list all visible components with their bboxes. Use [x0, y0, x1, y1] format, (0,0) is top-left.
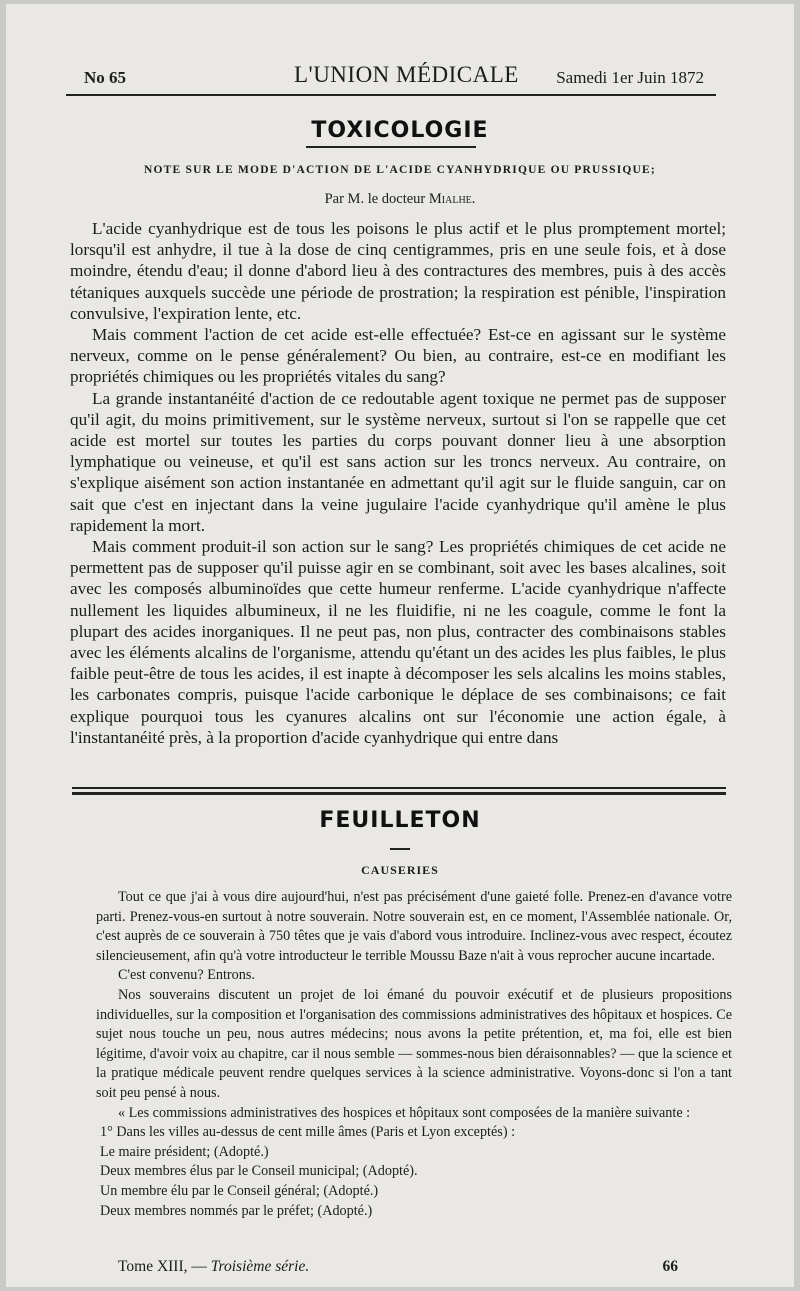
issue-date: Samedi 1er Juin 1872 [556, 68, 704, 87]
author-name: Mialhe. [428, 191, 476, 207]
volume-info [118, 1258, 309, 1276]
toxicologie-heading-rule [306, 146, 476, 148]
page-footer [118, 1258, 678, 1280]
feuilleton-paragraph: Tout ce que j'ai à vous dire aujourd'hui, n'est pas précisément d'une gaieté folle. Prenez-en d'avance votre parti. Prenez-vous-en surtout à notre souverain. Notre souverain est, en ce moment, l'Assemblée nationale. Or, c'est auprès de ce souverain à 750 têtes que je vais d'abord vous introduire. Inclinez-vous avec respect, écoutez silencieusement, afin qu'à votre introducteur le terrible Moussu Baze n'ait à vous reprocher aucune incartade. [96, 889, 732, 964]
feuilleton-list-item: Deux membres nommés par le préfet; (Adopté.) [100, 1202, 373, 1219]
feuilleton-heading: FEUILLETON [319, 808, 481, 833]
feuilleton-paragraph: « Les commissions administratives des hospices et hôpitaux sont composées de la manière suivante : [118, 1104, 691, 1121]
feuilleton-list-item: Un membre élu par le Conseil général; (Adopté.) [100, 1182, 379, 1199]
header-rule [66, 94, 716, 96]
newspaper-page [6, 4, 794, 1287]
toxicologie-heading: TOXICOLOGIE [311, 118, 489, 143]
feuilleton-separator-top [72, 787, 726, 789]
feuilleton-paragraph: C'est convenu? Entrons. [118, 967, 255, 984]
byline [6, 191, 794, 208]
volume-label: Tome XIII, — [118, 1258, 207, 1275]
byline-prefix: Par M. le docteur [324, 191, 426, 207]
journal-title: L'UNION MÉDICALE [294, 62, 519, 87]
feuilleton-article [96, 888, 732, 1221]
causeries-subtitle: CAUSERIES [361, 863, 439, 877]
article-paragraph: Mais comment l'action de cet acide est-elle effectuée? Est-ce en agissant sur le système nerveux, comme on le pense généralement? Ou bien, au contraire, est-ce en modifiant les propriétés chimiques ou les propriétés vitales du sang? [70, 325, 726, 387]
feuilleton-heading-rule [390, 848, 410, 850]
article-paragraph: L'acide cyanhydrique est de tous les poisons le plus actif et le plus promptement mortel; lorsqu'il est anhydre, il tue à la dose de cinq centigrammes, pris en une seule fois, et à dose moindre, étendu d'eau; il donne d'abord lieu à des contractures des membres, puis à des accès tétaniques auxquels succède une période de prostration; la respiration est pénible, l'inspiration convulsive, l'expiration lente, etc. [70, 219, 726, 323]
series-label: Troisième série. [210, 1258, 310, 1275]
page-number: 66 [662, 1258, 678, 1275]
toxicologie-article [70, 218, 726, 748]
feuilleton-paragraph: Nos souverains discutent un projet de loi émané du pouvoir exécutif et de plusieurs propositions individuelles, sur la composition et l'organisation des commissions administratives des hôpitaux et hospices. Ce sujet nous touche un peu, nous autres médecins; nous avons la petite prétention, et, ma foi, elle est bien légitime, d'avoir voix au chapitre, car il nous semble — sommes-nous bien déraisonnables? — que la science et la pratique médicale peuvent rendre quelques services à la science administrative. Voyons-donc si l'on a tant soit peu pensé à nous. [96, 986, 732, 1101]
feuilleton-list-item: Deux membres élus par le Conseil municipal; (Adopté). [100, 1163, 418, 1180]
feuilleton-separator-bottom [72, 792, 726, 795]
page-header [84, 62, 704, 92]
feuilleton-list-item: Le maire président; (Adopté.) [100, 1143, 269, 1160]
article-paragraph: La grande instantanéité d'action de ce redoutable agent toxique ne permet pas de supposer qu'il agit, du moins primitivement, sur le système nerveux, surtout si l'on se rappelle que cet acide est mortel sur toutes les parties du corps pouvant donner lieu à une absorption lymphatique ou veineuse, et qu'il est sans action sur les troncs nerveux. Au contraire, on s'explique aisément son action instantanée en admettant qu'il agit sur le fluide sanguin, car on sait que c'est en injectant dans la veine jugulaire l'acide cyanhydrique qu'il amène le plus rapidement la mort. [70, 388, 726, 535]
issue-number: No 65 [84, 68, 127, 87]
feuilleton-list-item: 1° Dans les villes au-dessus de cent mille âmes (Paris et Lyon exceptés) : [100, 1124, 516, 1141]
note-title: NOTE SUR LE MODE D'ACTION DE L'ACIDE CYANHYDRIQUE OU PRUSSIQUE; [144, 164, 656, 176]
article-paragraph: Mais comment produit-il son action sur le sang? Les propriétés chimiques de cet acide ne permettent pas de supposer qu'il puisse agir en se combinant, soit avec les bases alcalines, soit avec les composés albuminoïdes que cette humeur renferme. L'acide cyanhydrique n'affecte nullement les liquides albumineux, il ne les fluidifie, ni ne les coagule, comme le font la plupart des acides inorganiques. Il ne peut pas, non plus, contracter des combinaisons stables avec les éléments alcalins de l'organisme, attendu qu'étant un des acides les plus faibles, le plus faible peut-être de tous les acides, il est inapte à décomposer les sels alcalins les moins stables, les carbonates compris, puisque l'acide carbonique le déplace de ses combinaisons; ce fait explique pourquoi tous les cyanures alcalins ont sur l'économie une action égale, à l'instantanéité près, à la proportion d'acide cyanhydrique qui entre dans [70, 537, 726, 747]
